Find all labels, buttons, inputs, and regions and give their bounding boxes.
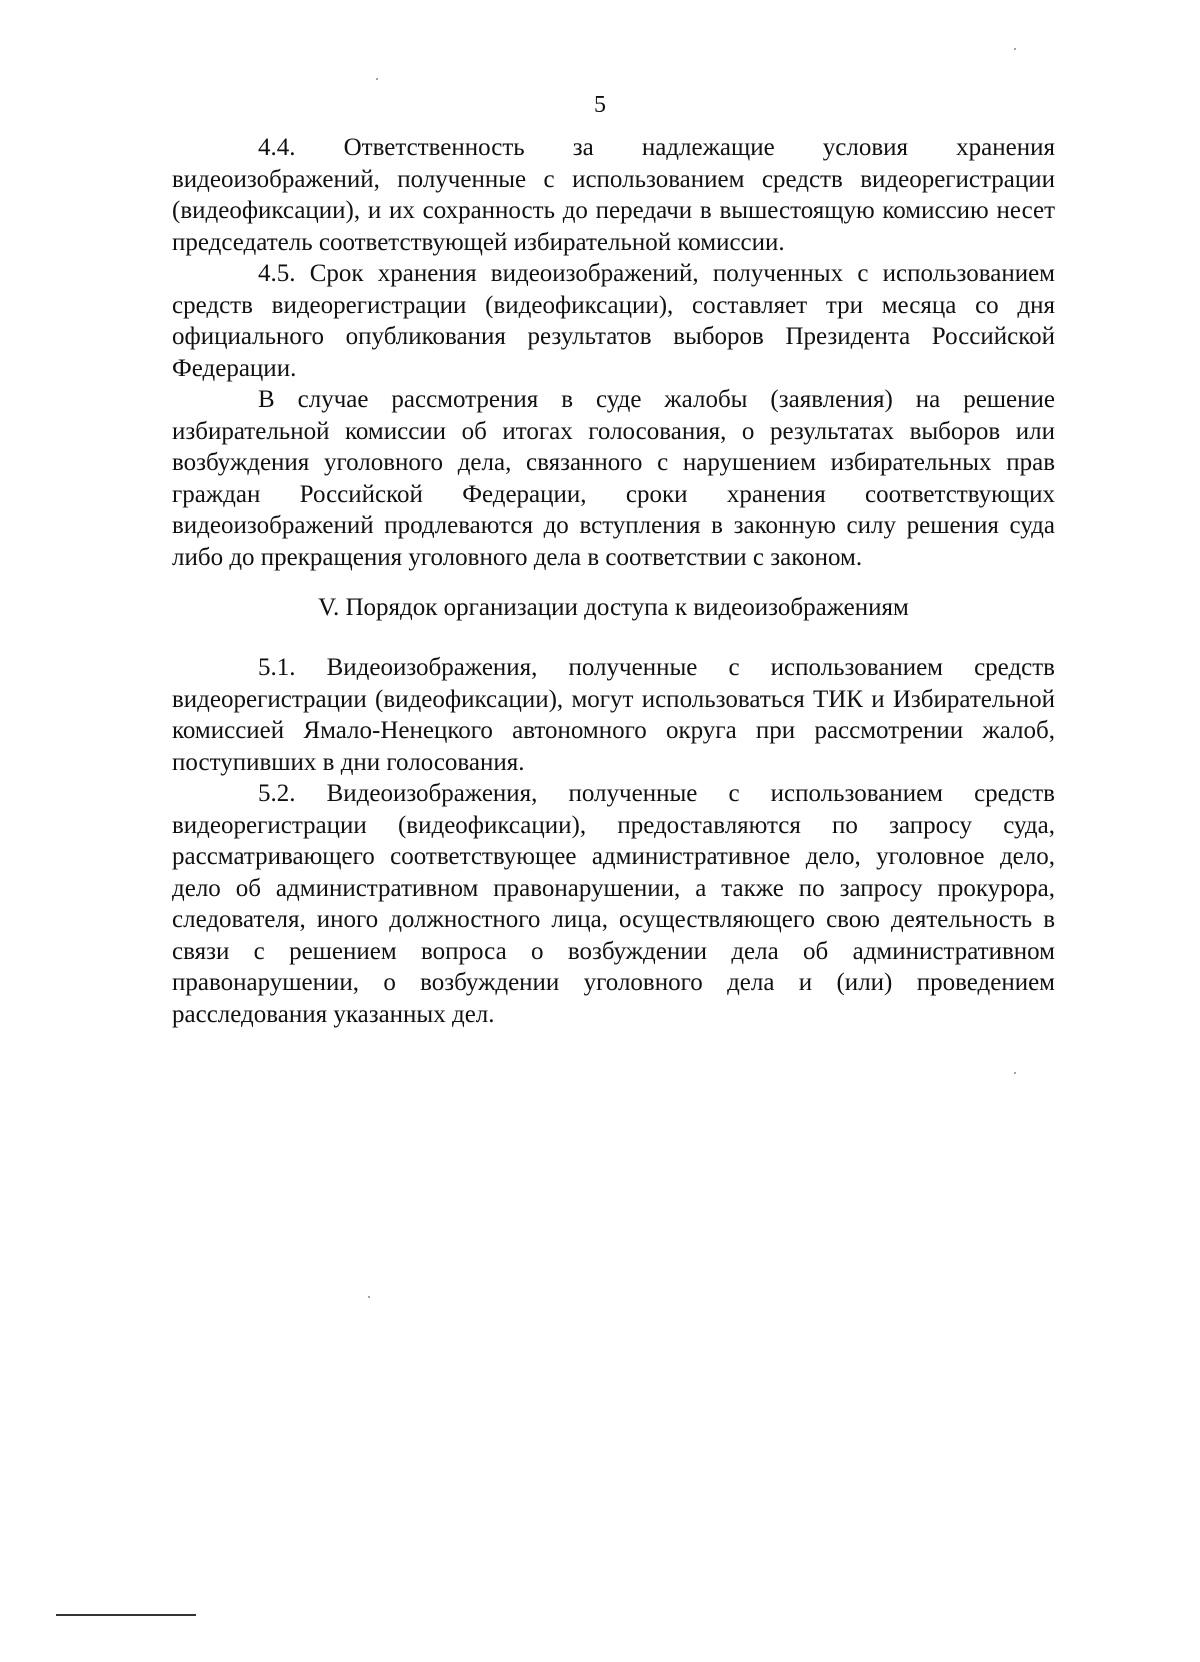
scan-speck <box>1014 48 1016 50</box>
section-4-body <box>172 132 1055 573</box>
paragraph-4-4: 4.4. Ответственность за надлежащие условия хранения видеоизображений, полученные с использованием средств видеорегистрации (видеофиксации), и их сохранность до передачи в вышестоящую комиссию несет председатель соответствующей избирательной комиссии. <box>172 134 1055 256</box>
page-number: 5 <box>594 92 606 118</box>
paragraph-4-5: 4.5. Срок хранения видеоизображений, полученных с использованием средств видеорегистрации (видеофиксации), составляет три месяца со дня официального опубликования результатов выборов Президента Российской Федерации. <box>172 260 1055 382</box>
paragraph-4-5-continuation: В случае рассмотрения в суде жалобы (заявления) на решение избирательной комиссии об итогах голосования, о результатах выборов или возбуждения уголовного дела, связанного с нарушением избирательных прав граждан Российской Федерации, сроки хранения соответствующих видеоизображений продлеваются до вступления в законную силу решения суда либо до прекращения уголовного дела в соответствии с законом. <box>172 386 1055 571</box>
section-5-body <box>172 652 1055 1030</box>
section-5-heading: V. Порядок организации доступа к видеоизображениям <box>318 594 909 621</box>
scan-speck <box>368 1296 370 1298</box>
footer-rule <box>56 1614 196 1616</box>
paragraph-5-2: 5.2. Видеоизображения, полученные с использованием средств видеорегистрации (видеофиксации), предоставляются по запросу суда, рассматривающего соответствующее административное дело, уголовное дело, дело об административном правонарушении, а также по запросу прокурора, следователя, иного должностного лица, осуществляющего свою деятельность в связи с решением вопроса о возбуждении дела об административном правонарушении, о возбуждении уголовного дела и (или) проведением расследования указанных дел. <box>172 780 1055 1028</box>
scan-speck <box>1014 1072 1016 1074</box>
scan-speck <box>376 78 378 80</box>
paragraph-5-1: 5.1. Видеоизображения, полученные с использованием средств видеорегистрации (видеофиксации), могут использоваться ТИК и Избирательной комиссией Ямало-Ненецкого автономного округа при рассмотрении жалоб, поступивших в дни голосования. <box>172 654 1055 776</box>
